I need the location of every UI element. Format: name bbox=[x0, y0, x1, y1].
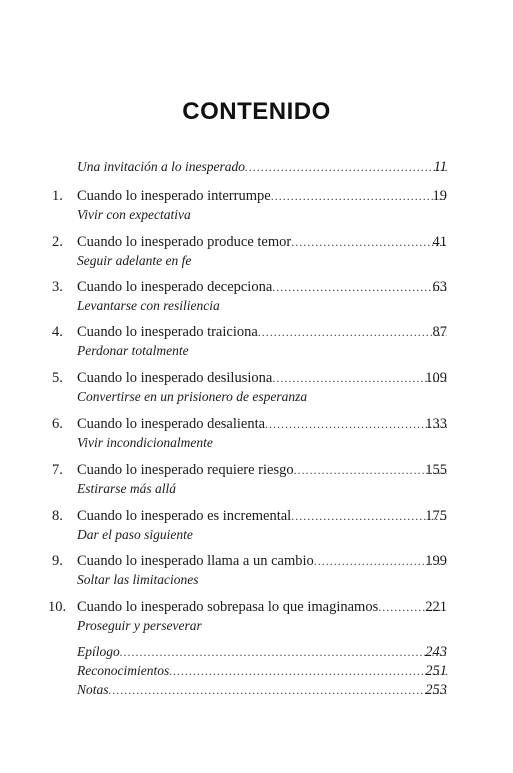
chapter-number: 10. bbox=[48, 599, 67, 615]
chapter-number: 1. bbox=[52, 188, 63, 204]
chapter-title: Cuando lo inesperado es incremental bbox=[77, 508, 292, 524]
toc-page-number: 133 bbox=[425, 416, 447, 432]
chapter-number: 9. bbox=[52, 553, 63, 569]
toc-chapter-entry[interactable] bbox=[0, 460, 513, 480]
toc-page-number: 19 bbox=[432, 188, 447, 204]
chapter-subtitle: Perdonar totalmente bbox=[77, 343, 189, 358]
toc-page-number: 63 bbox=[432, 279, 447, 295]
toc-page-number: 253 bbox=[425, 682, 447, 698]
chapter-number: 3. bbox=[52, 279, 63, 295]
chapter-title: Cuando lo inesperado traiciona bbox=[77, 324, 258, 340]
toc-page-number: 251 bbox=[425, 663, 447, 679]
chapter-subtitle: Proseguir y perseverar bbox=[77, 618, 202, 633]
toc-page-number: 155 bbox=[425, 462, 447, 478]
toc-page-number: 243 bbox=[425, 644, 447, 660]
chapter-title: Cuando lo inesperado requiere riesgo bbox=[77, 462, 294, 478]
toc-entry-title: Reconocimientos bbox=[77, 663, 170, 678]
toc-page-number: 87 bbox=[432, 324, 447, 340]
toc-page-number: 11 bbox=[433, 159, 447, 175]
toc-page-number: 109 bbox=[425, 370, 447, 386]
toc-entry-title: Notas bbox=[77, 682, 109, 697]
chapter-subtitle: Vivir incondicionalmente bbox=[77, 435, 213, 450]
toc-backmatter-entry[interactable] bbox=[0, 661, 513, 681]
chapter-subtitle: Soltar las limitaciones bbox=[77, 572, 199, 587]
toc-chapter-entry[interactable] bbox=[0, 322, 513, 342]
toc-entry-title: Una invitación a lo inesperado bbox=[77, 159, 245, 174]
chapter-number: 5. bbox=[52, 370, 63, 386]
toc-chapter-entry[interactable] bbox=[0, 368, 513, 388]
chapter-subtitle: Seguir adelante en fe bbox=[77, 253, 192, 268]
toc-page-number: 41 bbox=[432, 234, 447, 250]
chapter-title: Cuando lo inesperado desalienta bbox=[77, 416, 266, 432]
chapter-number: 8. bbox=[52, 508, 63, 524]
toc-chapter-entry[interactable] bbox=[0, 186, 513, 206]
chapter-number: 6. bbox=[52, 416, 63, 432]
toc-backmatter-entry[interactable] bbox=[0, 680, 513, 700]
toc-page-number: 221 bbox=[425, 599, 447, 615]
leader-dots bbox=[169, 661, 447, 681]
toc-backmatter-entry[interactable] bbox=[0, 642, 513, 662]
chapter-number: 7. bbox=[52, 462, 63, 478]
chapter-title: Cuando lo inesperado decepciona bbox=[77, 279, 273, 295]
chapter-subtitle: Convertirse en un prisionero de esperanza bbox=[77, 389, 308, 404]
toc-intro-entry[interactable] bbox=[0, 157, 513, 177]
chapter-subtitle: Levantarse con resiliencia bbox=[77, 298, 220, 313]
leader-dots bbox=[120, 642, 447, 662]
chapter-subtitle: Estirarse más allá bbox=[77, 481, 177, 496]
chapter-number: 4. bbox=[52, 324, 63, 340]
chapter-title: Cuando lo inesperado interrumpe bbox=[77, 188, 271, 204]
toc-chapter-entry[interactable] bbox=[0, 551, 513, 571]
toc-chapter-entry[interactable] bbox=[0, 506, 513, 526]
toc-chapter-entry[interactable] bbox=[0, 232, 513, 252]
leader-dots bbox=[109, 680, 447, 700]
chapter-title: Cuando lo inesperado llama a un cambio bbox=[77, 553, 314, 569]
toc-page-number: 175 bbox=[425, 508, 447, 524]
toc-chapter-entry[interactable] bbox=[0, 414, 513, 434]
chapter-title: Cuando lo inesperado desilusiona bbox=[77, 370, 273, 386]
toc-chapter-entry[interactable] bbox=[0, 277, 513, 297]
chapter-subtitle: Vivir con expectativa bbox=[77, 207, 191, 222]
chapter-title: Cuando lo inesperado produce temor bbox=[77, 234, 292, 250]
chapter-subtitle: Dar el paso siguiente bbox=[77, 527, 193, 542]
page-title: CONTENIDO bbox=[182, 98, 331, 125]
toc-page-number: 199 bbox=[425, 553, 447, 569]
chapter-title: Cuando lo inesperado sobrepasa lo que imaginamos bbox=[77, 599, 379, 615]
toc-entry-title: Epílogo bbox=[77, 644, 120, 659]
toc-chapter-entry[interactable] bbox=[0, 597, 513, 617]
chapter-number: 2. bbox=[52, 234, 63, 250]
